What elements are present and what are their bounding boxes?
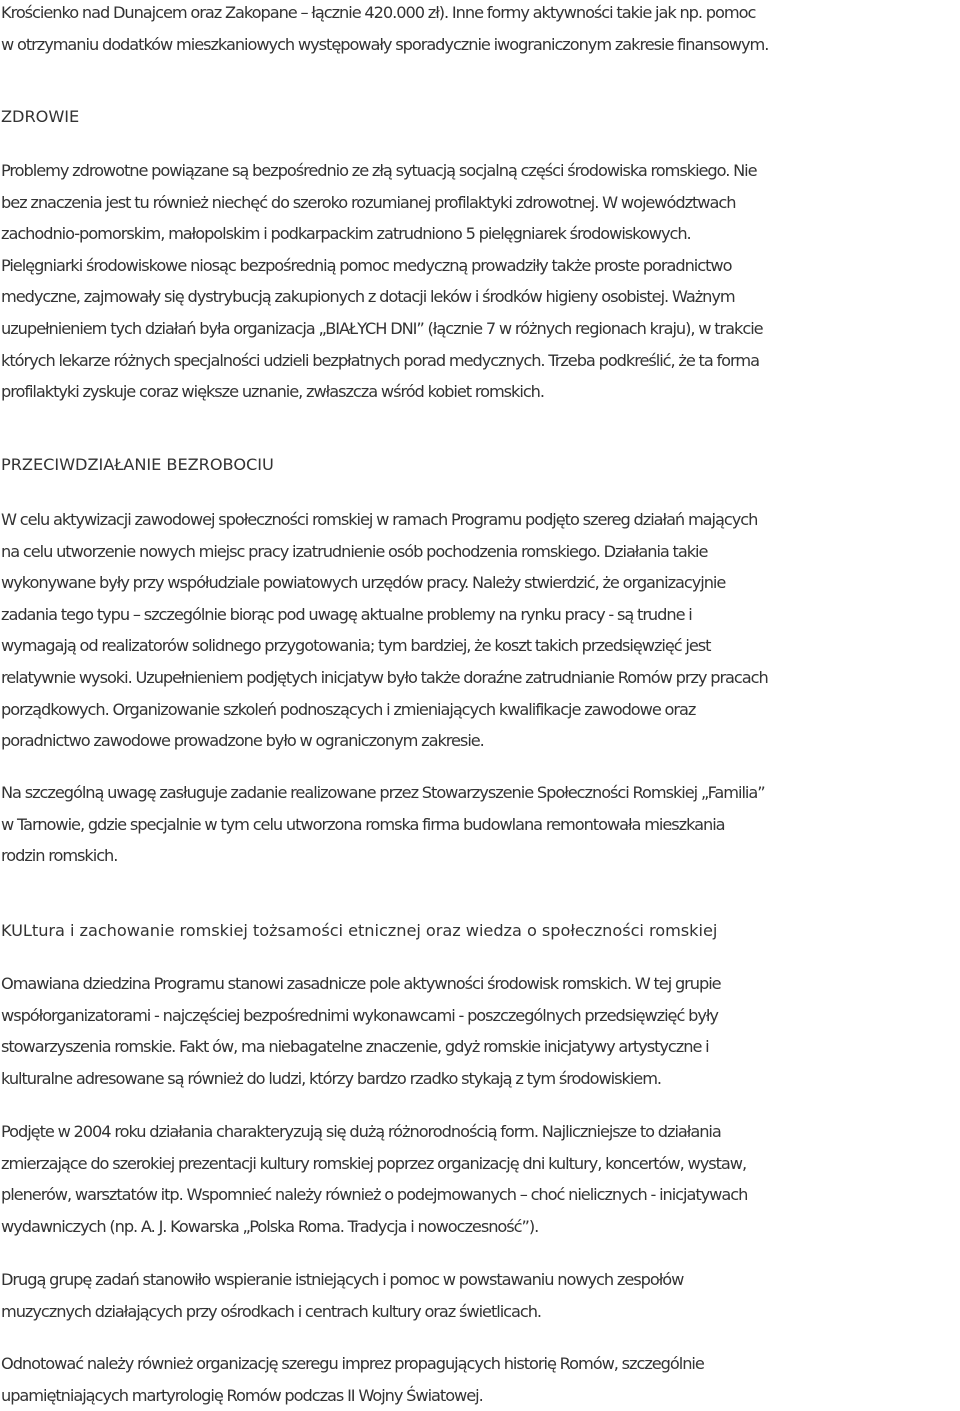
culture-paragraph-1: [1, 968, 959, 1094]
text-line: upamiętniających martyrologię Romów podczas II Wojny Światowej.: [1, 1385, 483, 1405]
intro-paragraph: [1, 0, 959, 60]
text-line: zmierzające do szerokiej prezentacji kultury romskiej poprzez organizację dni kultury, koncertów, wystaw,: [1, 1153, 747, 1173]
text-line: w Tarnowie, gdzie specjalnie w tym celu utworzona romska firma budowlana remontowała mieszkania: [1, 814, 725, 834]
health-paragraph: [1, 155, 959, 408]
text-line: wykonywane były przy współudziale powiatowych urzędów pracy. Należy stwierdzić, że organizacyjnie: [1, 573, 726, 593]
text-line: stowarzyszenia romskie. Fakt ów, ma niebagatelne znaczenie, gdyż romskie inicjatywy artystyczne i: [1, 1037, 709, 1057]
text-line: Pielęgniarki środowiskowe niosąc bezpośrednią pomoc medyczną prowadziły także proste poradnictwo: [1, 255, 732, 275]
section-heading-health: ZDROWIE: [1, 107, 80, 126]
culture-paragraph-2: [1, 1116, 959, 1242]
culture-paragraph-3: [1, 1264, 959, 1327]
section-heading-culture: KULtura i zachowanie romskiej tożsamości etnicznej oraz wiedza o społeczności romskiej: [1, 921, 718, 940]
text-line: plenerów, warsztatów itp. Wspomnieć należy również o podejmowanych – choć nielicznych - inicjatywach: [1, 1185, 748, 1205]
text-line: w otrzymaniu dodatków mieszkaniowych występowały sporadycznie iwograniczonym zakresie finansowym.: [1, 34, 769, 54]
text-line: poradnictwo zawodowe prowadzone było w ograniczonym zakresie.: [1, 731, 484, 751]
text-line: Na szczególną uwagę zasługuje zadanie realizowane przez Stowarzyszenie Społeczności Romskiej „Familia”: [1, 783, 765, 802]
text-line: Omawiana dziedzina Programu stanowi zasadnicze pole aktywności środowisk romskich. W tej grupie: [1, 974, 721, 993]
text-line: zadania tego typu – szczególnie biorąc pod uwagę aktualne problemy na rynku pracy - są trudne i: [1, 604, 692, 624]
text-line: porządkowych. Organizowanie szkoleń podnoszących i zmieniających kwalifikacje zawodowe oraz: [1, 699, 696, 719]
text-line: współorganizatorami - najczęściej bezpośrednimi wykonawcami - poszczególnych przedsięwzięć były: [1, 1005, 718, 1025]
section-heading-unemployment: PRZECIWDZIAŁANIE BEZROBOCIU: [1, 455, 274, 474]
text-line: profilaktyki zyskuje coraz większe uznanie, zwłaszcza wśród kobiet romskich.: [1, 382, 544, 402]
culture-paragraph-4: [1, 1348, 959, 1411]
unemployment-paragraph-1: [1, 504, 959, 757]
text-line: medyczne, zajmowały się dystrybucją zakupionych z dotacji leków i środków higieny osobistej. Ważnym: [1, 287, 735, 307]
unemployment-paragraph-2: [1, 777, 959, 872]
text-line: Krościenko nad Dunajcem oraz Zakopane – łącznie 420.000 zł). Inne formy aktywności takie jak np. pomoc: [1, 3, 756, 22]
text-line: Podjęte w 2004 roku działania charakteryzują się dużą różnorodnością form. Najliczniejsze to działania: [1, 1122, 721, 1141]
text-line: relatywnie wysoki. Uzupełnieniem podjętych inicjatyw było także doraźne zatrudnianie Romów przy pracach: [1, 667, 768, 687]
text-line: kulturalne adresowane są również do ludzi, którzy bardzo rzadko stykają z tym środowiskiem.: [1, 1068, 662, 1088]
text-line: bez znaczenia jest tu również niechęć do szeroko rozumianej profilaktyki zdrowotnej. W województwach: [1, 192, 736, 212]
text-line: muzycznych działających przy ośrodkach i centrach kultury oraz świetlicach.: [1, 1301, 542, 1321]
text-line: rodzin romskich.: [1, 846, 118, 866]
text-line: W celu aktywizacji zawodowej społeczności romskiej w ramach Programu podjęto szereg działań mających: [1, 510, 758, 529]
text-line: Drugą grupę zadań stanowiło wspieranie istniejących i pomoc w powstawaniu nowych zespołów: [1, 1270, 684, 1289]
text-line: zachodnio-pomorskim, małopolskim i podkarpackim zatrudniono 5 pielęgniarek środowiskowych.: [1, 224, 691, 244]
text-line: uzupełnieniem tych działań była organizacja „BIAŁYCH DNI” (łącznie 7 w różnych regionach kraju), w trakcie: [1, 318, 763, 338]
text-line: wydawniczych (np. A. J. Kowarska „Polska Roma. Tradycja i nowoczesność”).: [1, 1216, 539, 1236]
text-line: na celu utworzenie nowych miejsc pracy izatrudnienie osób pochodzenia romskiego. Działania takie: [1, 541, 708, 561]
text-line: wymagają od realizatorów solidnego przygotowania; tym bardziej, że koszt takich przedsięwzięć jest: [1, 636, 711, 656]
text-line: Problemy zdrowotne powiązane są bezpośrednio ze złą sytuacją socjalną części środowiska romskiego. Nie: [1, 161, 757, 180]
text-line: Odnotować należy również organizację szeregu imprez propagujących historię Romów, szczególnie: [1, 1354, 704, 1373]
text-line: których lekarze różnych specjalności udzieli bezpłatnych porad medycznych. Trzeba podkreślić, że ta forma: [1, 350, 759, 370]
